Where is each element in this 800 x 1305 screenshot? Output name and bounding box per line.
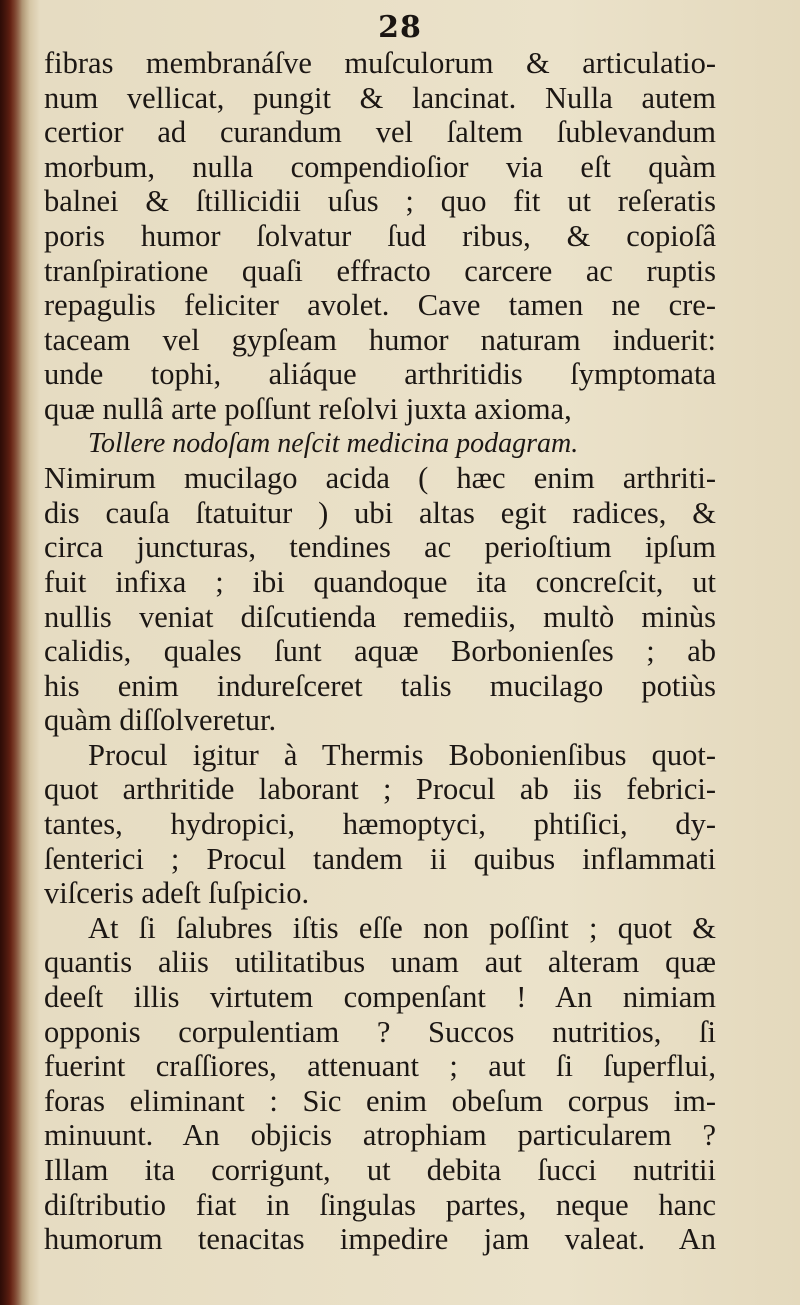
text-line: opponis corpulentiam ? Succos nutritios, ſi: [44, 1014, 716, 1049]
text-line: taceam vel gypſeam humor naturam induerit:: [44, 322, 716, 357]
text-line: deeſt illis virtutem compenſant ! An nimiam: [44, 980, 716, 1015]
text-line: tantes, hydropici, hæmoptyci, phtiſici, dy-: [44, 807, 716, 842]
text-line: balnei & ſtillicidii uſus ; quo fit ut reſeratis: [44, 184, 716, 219]
text-line: dis cauſa ſtatuitur ) ubi altas egit radices, &: [44, 495, 716, 530]
text-line: foras eliminant : Sic enim obeſum corpus im-: [44, 1083, 716, 1118]
text-line: quantis aliis utilitatibus unam aut alteram quæ: [44, 945, 716, 980]
text-line: humorum tenacitas impedire jam valeat. An: [44, 1222, 716, 1257]
page-number: 28: [378, 10, 422, 45]
text-line: quàm diſſolveretur.: [44, 703, 277, 738]
text-line: certior ad curandum vel ſaltem ſublevandum: [44, 115, 716, 150]
text-line: ſenterici ; Procul tandem ii quibus inflammati: [44, 841, 716, 876]
body-text: [44, 46, 716, 1257]
text-line: quæ nullâ arte poſſunt reſolvi juxta axioma,: [44, 391, 572, 426]
text-line: morbum, nulla compendioſior via eſt quàm: [44, 149, 716, 184]
text-line: fibras membranáſve muſculorum & articulatio-: [44, 46, 716, 80]
text-line: Illam ita corrigunt, ut debita ſucci nutritii: [44, 1153, 716, 1187]
text-line: viſceris adeſt ſuſpicio.: [44, 876, 310, 911]
text-line: num vellicat, pungit & lancinat. Nulla autem: [44, 80, 716, 115]
text-line: fuit infixa ; ibi quandoque ita concreſcit, ut: [44, 564, 716, 599]
text-line: poris humor ſolvatur ſud ribus, & copioſâ: [44, 218, 716, 253]
text-line: At ſi ſalubres iſtis eſſe non poſſint ; quot &: [88, 910, 716, 945]
text-line: minuunt. An objicis atrophiam particularem ?: [44, 1118, 716, 1153]
text-line: his enim indureſceret talis mucilago potiùs: [44, 668, 716, 703]
text-line: unde tophi, aliáque arthritidis ſymptomata: [44, 357, 716, 392]
text-line: diſtributio fiat in ſingulas partes, neque hanc: [44, 1187, 716, 1222]
text-line: Nimirum mucilago acida ( hæc enim arthriti-: [44, 461, 716, 496]
text-line: repagulis feliciter avolet. Cave tamen ne cre-: [44, 288, 716, 323]
text-line: fuerint craſſiores, attenuant ; aut ſi ſuperflui,: [44, 1049, 716, 1084]
text-line: nullis veniat diſcutienda remediis, multò minùs: [44, 599, 716, 634]
text-line: calidis, quales ſunt aquæ Borbonienſes ; ab: [44, 634, 716, 669]
text-line: Procul igitur à Thermis Bobonienſibus quot-: [88, 737, 716, 772]
text-line: circa juncturas, tendines ac perioſtium ipſum: [44, 530, 716, 565]
text-line: tranſpiratione quaſi effracto carcere ac ruptis: [44, 253, 716, 288]
text-line: Tollere nodoſam neſcit medicina podagram.: [88, 427, 579, 459]
text-line: quot arthritide laborant ; Procul ab iis febrici-: [44, 772, 716, 807]
binding-gutter: [0, 0, 30, 1305]
